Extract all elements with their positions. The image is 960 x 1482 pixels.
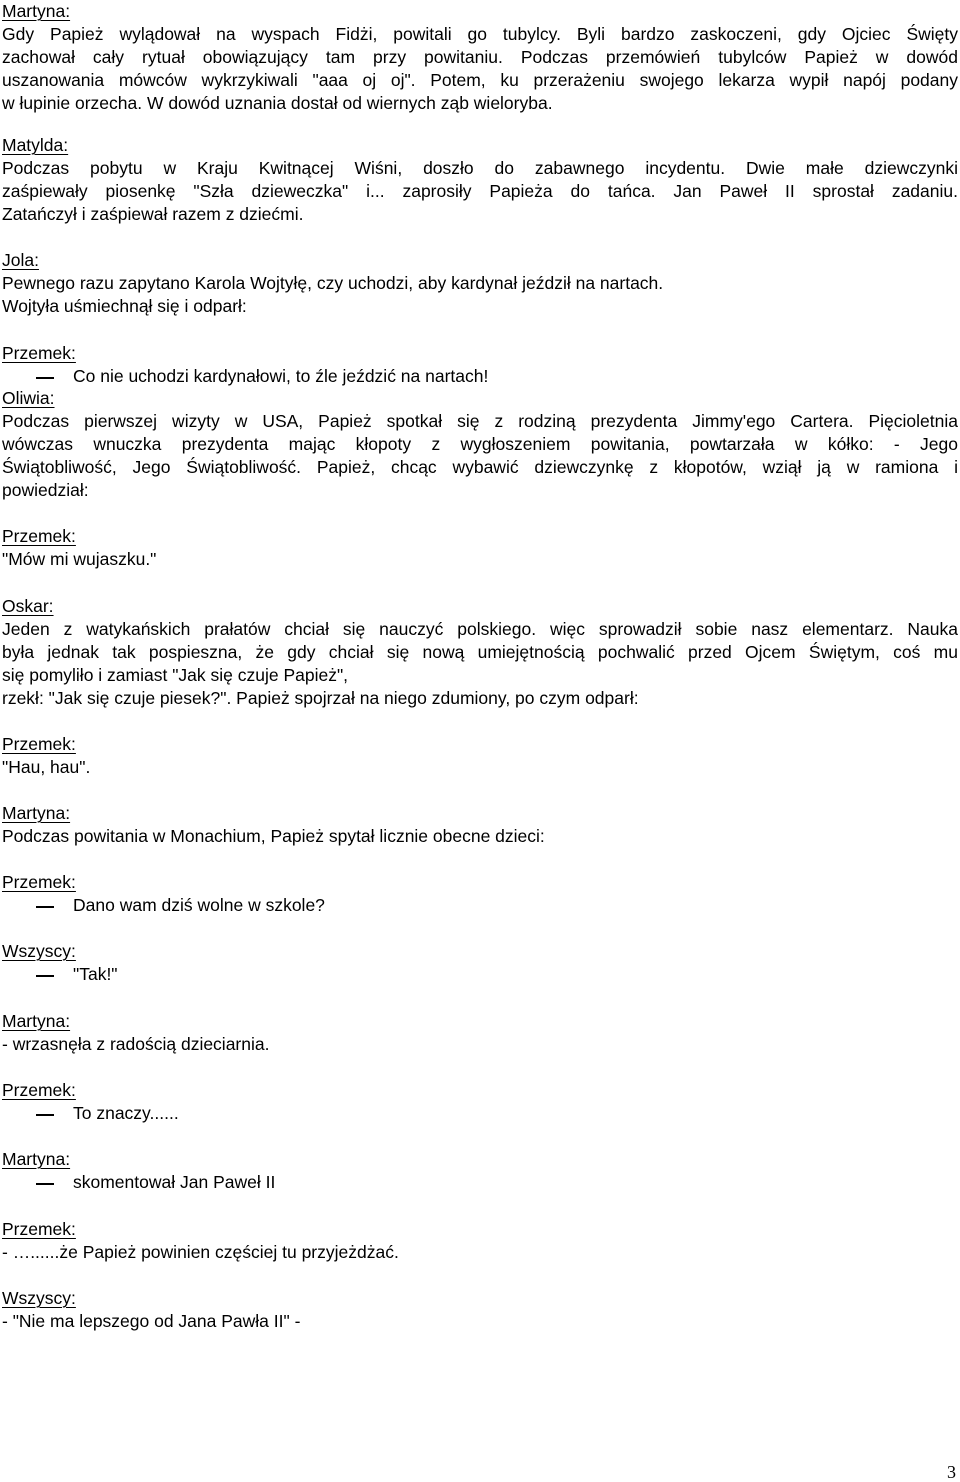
page-number: 3 xyxy=(947,1462,956,1482)
text-line: była jednak tak pospieszna, że gdy chciał się nową umiejętnością pochwalić przed Ojcem Świętym, coś mu xyxy=(2,642,958,662)
text-line: Zatańczył i zaśpiewał razem z dziećmi. xyxy=(2,204,304,224)
speaker-label: Wszyscy: xyxy=(2,1288,76,1308)
dialogue-block-martyna-1 xyxy=(2,0,958,115)
dialogue-block-przemek-2 xyxy=(2,525,958,571)
dialogue-block-matylda xyxy=(2,134,958,226)
speaker-label: Przemek: xyxy=(2,343,76,363)
text-line: Wojtyła uśmiechnął się i odparł: xyxy=(2,296,247,316)
speaker-label: Przemek: xyxy=(2,734,76,754)
text-line: uszanowania mówców wykrzykiwali "aaa oj oj". Potem, ku przerażeniu swojego lekarza wypił napój podany xyxy=(2,70,958,90)
speaker-label: Oskar: xyxy=(2,596,54,616)
text-line: Podczas pobytu w Kraju Kwitnącej Wiśni, doszło do zabawnego incydentu. Dwie małe dziewczynki xyxy=(2,158,958,178)
dialogue-block-przemek-4 xyxy=(2,871,958,917)
dash-line: Dano wam dziś wolne w szkole? xyxy=(2,894,958,917)
dialogue-block-wszyscy-1 xyxy=(2,940,958,986)
dialogue-block-martyna-4 xyxy=(2,1148,958,1194)
speaker-label: Przemek: xyxy=(2,872,76,892)
text-line: wówczas wnuczka prezydenta mając kłopoty z wygłoszeniem powitania, powtarzała w kółko: - Jego xyxy=(2,434,958,454)
text-line: zaśpiewały piosenkę "Szła dzieweczka" i... zaprosiły Papieża do tańca. Jan Paweł II sprostał zadaniu. xyxy=(2,181,958,201)
speaker-label: Przemek: xyxy=(2,1080,76,1100)
text-line: Podczas powitania w Monachium, Papież spytał licznie obecne dzieci: xyxy=(2,826,545,846)
dialogue-block-przemek-5 xyxy=(2,1079,958,1125)
dash-line: "Tak!" xyxy=(2,963,958,986)
text-line: - "Nie ma lepszego od Jana Pawła II" - xyxy=(2,1311,301,1331)
speaker-label: Przemek: xyxy=(2,526,76,546)
text-line: zachował cały rytuał obowiązujący tam przy powitaniu. Podczas przemówień tubylców Papież w dowód xyxy=(2,47,958,67)
text-line: - wrzasnęła z radością dzieciarnia. xyxy=(2,1034,270,1054)
dialogue-block-wszyscy-2 xyxy=(2,1287,958,1333)
speaker-label: Przemek: xyxy=(2,1219,76,1239)
speaker-label: Martyna: xyxy=(2,1149,71,1169)
dialogue-block-jola xyxy=(2,249,958,318)
text-line: Świątobliwość, Jego Świątobliwość. Papież, chcąc wybawić dziewczynkę z kłopotów, wziął ją w ramiona i xyxy=(2,457,958,477)
text-line: się pomyliło i zamiast "Jak się czuje Papież", xyxy=(2,665,349,685)
dialogue-block-przemek-3 xyxy=(2,733,958,779)
dialogue-block-martyna-2 xyxy=(2,802,958,848)
speaker-label: Martyna: xyxy=(2,1,71,21)
dialogue-block-przemek-1 xyxy=(2,342,958,388)
text-line: rzekł: "Jak się czuje piesek?". Papież spojrzał na niego zdumiony, po czym odparł: xyxy=(2,688,639,708)
text-line: - …......że Papież powinien częściej tu przyjeżdżać. xyxy=(2,1242,399,1262)
text-line: "Mów mi wujaszku." xyxy=(2,549,157,569)
text-line: Pewnego razu zapytano Karola Wojtyłę, czy uchodzi, aby kardynał jeździł na nartach. xyxy=(2,273,664,293)
speaker-label: Wszyscy: xyxy=(2,941,76,961)
speaker-label: Martyna: xyxy=(2,803,71,823)
speaker-label: Jola: xyxy=(2,250,39,270)
dialogue-block-martyna-3 xyxy=(2,1010,958,1056)
dialogue-block-oliwia xyxy=(2,387,958,502)
text-line: powiedział: xyxy=(2,480,89,500)
text-line: "Hau, hau". xyxy=(2,757,91,777)
dialogue-block-przemek-6 xyxy=(2,1218,958,1264)
speaker-label: Matylda: xyxy=(2,135,69,155)
speaker-label: Martyna: xyxy=(2,1011,71,1031)
dash-line: To znaczy...... xyxy=(2,1102,958,1125)
text-line: w łupinie orzecha. W dowód uznania dostał od wiernych ząb wieloryba. xyxy=(2,93,553,113)
dialogue-block-oskar xyxy=(2,595,958,710)
dash-line: Co nie uchodzi kardynałowi, to źle jeździć na nartach! xyxy=(2,365,958,388)
text-line: Gdy Papież wylądował na wyspach Fidżi, powitali go tubylcy. Byli bardzo zaskoczeni, gdy Ojciec Święty xyxy=(2,24,958,44)
speaker-label: Oliwia: xyxy=(2,388,55,408)
dash-line: skomentował Jan Paweł II xyxy=(2,1171,958,1194)
text-line: Podczas pierwszej wizyty w USA, Papież spotkał się z rodziną prezydenta Jimmy'ego Cartera. Pięcioletnia xyxy=(2,411,958,431)
text-line: Jeden z watykańskich prałatów chciał się nauczyć polskiego. więc sprowadził sobie nasz elementarz. Nauka xyxy=(2,619,958,639)
